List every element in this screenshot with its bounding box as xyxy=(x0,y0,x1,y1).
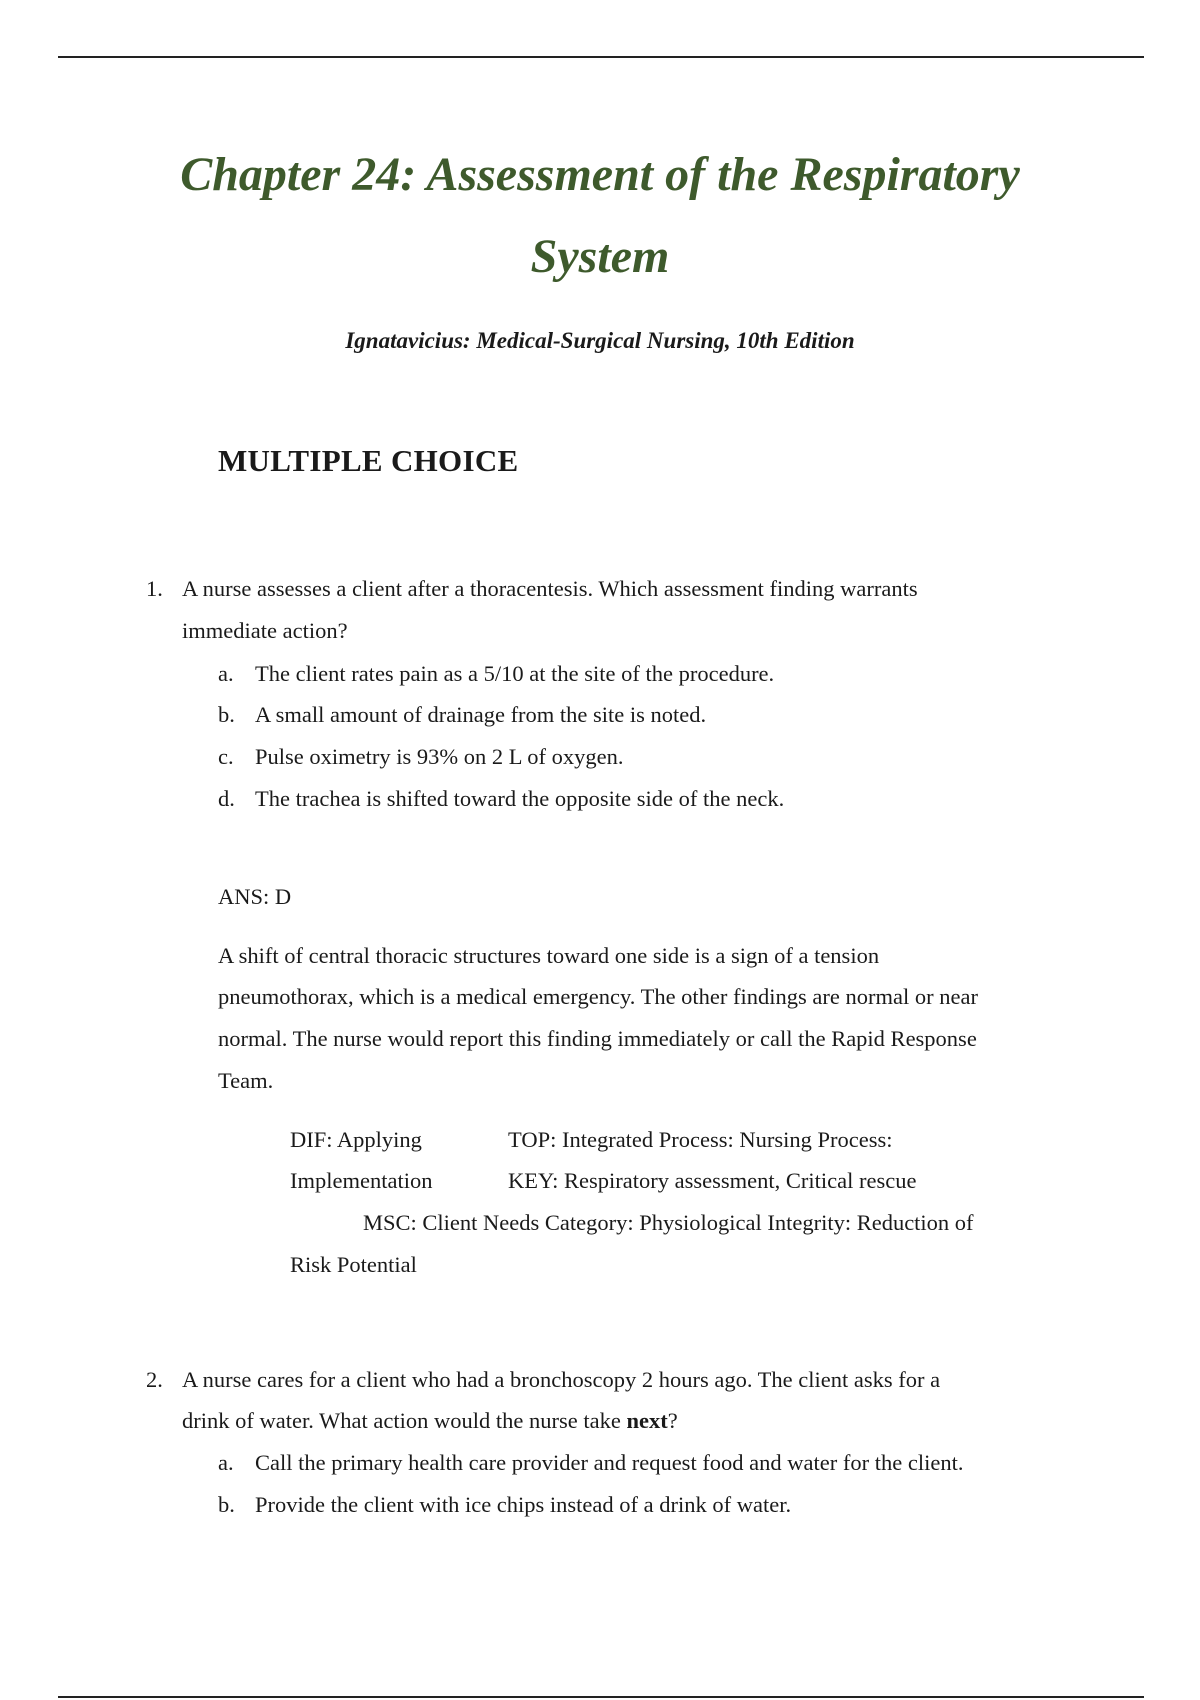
top-rule xyxy=(58,56,1144,58)
key-label: KEY: Respiratory assessment, Critical rescue xyxy=(508,1168,917,1193)
section-heading: MULTIPLE CHOICE xyxy=(218,443,519,478)
rationale-line: Team. xyxy=(218,1068,274,1093)
option-letter: d. xyxy=(218,786,235,811)
chapter-title-line-1: Chapter 24: Assessment of the Respiratory xyxy=(180,148,1020,201)
rationale-line: normal. The nurse would report this finding immediately or call the Rapid Response xyxy=(218,1026,977,1051)
option-letter: a. xyxy=(218,1450,234,1475)
option-text: Call the primary health care provider and request food and water for the client. xyxy=(255,1450,964,1475)
option-letter: a. xyxy=(218,661,234,686)
topic-label: TOP: Integrated Process: Nursing Process: xyxy=(508,1127,893,1152)
question-number: 1. xyxy=(146,576,163,601)
bottom-rule xyxy=(58,1696,1144,1698)
option-letter: c. xyxy=(218,744,234,769)
book-subtitle: Ignatavicius: Medical-Surgical Nursing, 10th Edition xyxy=(345,328,855,353)
option-text: The client rates pain as a 5/10 at the site of the procedure. xyxy=(255,661,775,686)
rationale-line: pneumothorax, which is a medical emergency. The other findings are normal or near xyxy=(218,984,978,1009)
stem-emphasis: next xyxy=(626,1408,668,1433)
question-stem-line xyxy=(182,1408,678,1434)
chapter-title-line-2: System xyxy=(530,230,670,283)
difficulty-label: DIF: Applying xyxy=(290,1127,422,1152)
msc-label: MSC: Client Needs Category: Physiological Integrity: Reduction of xyxy=(363,1210,974,1235)
answer-key: ANS: D xyxy=(218,884,292,909)
option-letter: b. xyxy=(218,1492,235,1517)
rationale-line: A shift of central thoracic structures toward one side is a sign of a tension xyxy=(218,943,880,968)
topic-continuation: Implementation xyxy=(290,1168,433,1193)
stem-text: ? xyxy=(667,1408,678,1433)
option-text: The trachea is shifted toward the opposite side of the neck. xyxy=(255,786,785,811)
option-letter: b. xyxy=(218,702,235,727)
question-stem-line: immediate action? xyxy=(182,618,348,643)
option-text: A small amount of drainage from the site is noted. xyxy=(255,702,707,727)
question-stem-line: A nurse cares for a client who had a bronchoscopy 2 hours ago. The client asks for a xyxy=(182,1367,941,1392)
msc-continuation: Risk Potential xyxy=(290,1252,417,1277)
option-text: Provide the client with ice chips instead of a drink of water. xyxy=(255,1492,792,1517)
option-text: Pulse oximetry is 93% on 2 L of oxygen. xyxy=(255,744,624,769)
question-stem-line: A nurse assesses a client after a thoracentesis. Which assessment finding warrants xyxy=(182,576,918,601)
question-number: 2. xyxy=(146,1367,163,1392)
stem-text: drink of water. What action would the nurse take xyxy=(182,1408,627,1433)
